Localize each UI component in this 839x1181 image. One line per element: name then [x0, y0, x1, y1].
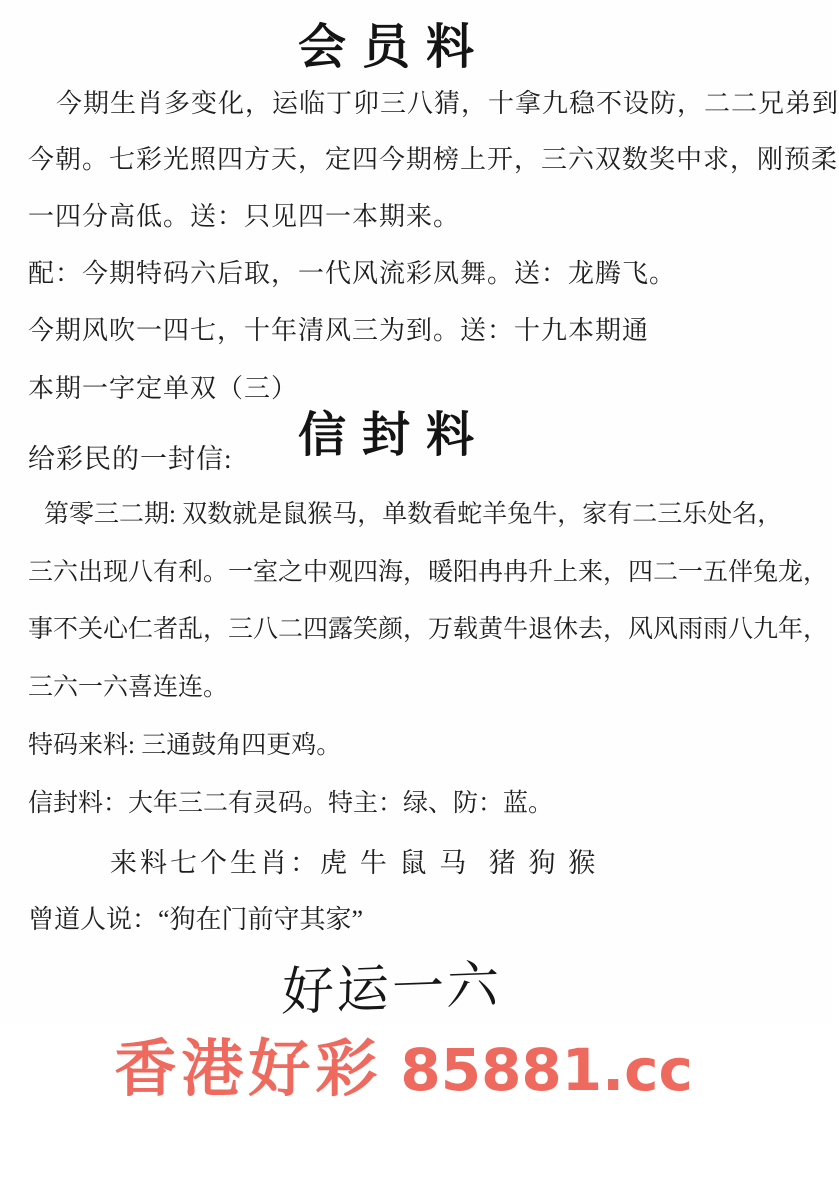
handwritten-note: 好运一六 [280, 957, 503, 1022]
letter-line-3: 事不关心仁者乱，三八二四露笑颜，万载黄牛退休去，风风雨雨八九年， [28, 616, 829, 643]
envelope-section-title: 信封料 [297, 409, 490, 462]
letter-line-2: 三六出现八有利。一室之中观四海，暖阳冉冉升上来，四二一五伴兔龙， [28, 559, 829, 586]
member-line-4: 配：今期特码六后取，一代风流彩凤舞。送：龙腾飞。 [28, 259, 677, 288]
member-line-6: 本期一字定单双（三） [28, 374, 299, 403]
member-line-2: 今朝。七彩光照四方天，定四今期榜上开，三六双数奖中求，刚预柔 [28, 145, 839, 174]
letter-line-zodiac: 来料七个生肖：虎 牛 鼠 马 猪 狗 猴 [110, 848, 599, 878]
letter-line-1: 第零三二期: 双数就是鼠猴马，单数看蛇羊兔牛，家有二三乐处名， [44, 501, 783, 528]
member-section-title: 会员料 [297, 21, 490, 74]
letter-line-quote: 曾道人说：“狗在门前守其家” [28, 905, 364, 934]
letter-line-6: 信封料：大年三二有灵码。特主：绿、防：蓝。 [28, 790, 554, 817]
letter-line-5: 特码来料: 三通鼓角四更鸡。 [28, 732, 342, 759]
member-line-1: 今期生肖多变化，运临丁卯三八猜，十拿九稳不设防，二二兄弟到 [56, 89, 839, 118]
watermark-domain-text: 85881.cc [400, 1036, 693, 1104]
member-line-3: 一四分高低。送：只见四一本期来。 [28, 202, 461, 231]
watermark-brand-text: 香港好彩 [114, 1032, 383, 1105]
member-line-5: 今期风吹一四七，十年清风三为到。送：十九本期通 [28, 316, 650, 345]
letter-intro: 给彩民的一封信: [28, 444, 233, 474]
letter-line-4: 三六一六喜连连。 [28, 674, 229, 701]
